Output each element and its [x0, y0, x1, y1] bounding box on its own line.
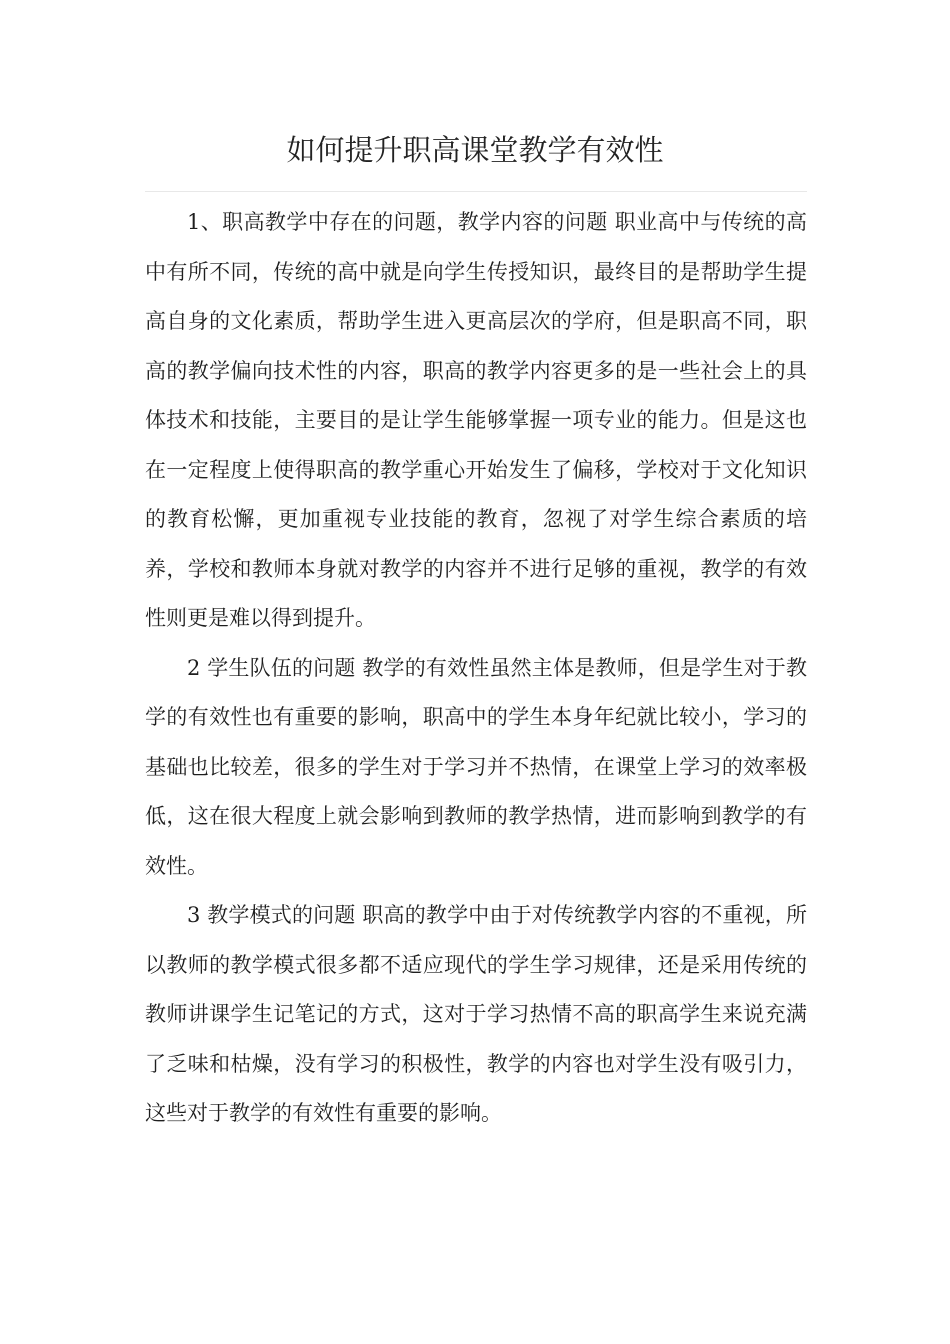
paragraph-1: 1、职高教学中存在的问题，教学内容的问题 职业高中与传统的高中有所不同，传统的高中就是向学生传授知识，最终目的是帮助学生提高自身的文化素质，帮助学生进入更高层次的学府，但是职高不同，职高的教学偏向技术性的内容，职高的教学内容更多的是一些社会上的具体技术和技能，主要目的是让学生能够掌握一项专业的能力。但是这也在一定程度上使得职高的教学重心开始发生了偏移，学校对于文化知识的教育松懈，更加重视专业技能的教育，忽视了对学生综合素质的培养，学校和教师本身就对教学的内容并不进行足够的重视，教学的有效性则更是难以得到提升。 [145, 210, 807, 630]
document-body [145, 198, 807, 1139]
document-title: 如何提升职高课堂教学有效性 [286, 133, 664, 167]
title-divider [145, 191, 807, 192]
paragraph-2: 2 学生队伍的问题 教学的有效性虽然主体是教师，但是学生对于教学的有效性也有重要的影响，职高中的学生本身年纪就比较小，学习的基础也比较差，很多的学生对于学习并不热情，在课堂上学习的效率极低，这在很大程度上就会影响到教师的教学热情，进而影响到教学的有效性。 [145, 655, 807, 878]
paragraph-3: 3 教学模式的问题 职高的教学中由于对传统教学内容的不重视，所以教师的教学模式很多都不适应现代的学生学习规律，还是采用传统的教师讲课学生记笔记的方式，这对于学习热情不高的职高学生来说充满了乏味和枯燥，没有学习的积极性，教学的内容也对学生没有吸引力，这些对于教学的有效性有重要的影响。 [145, 903, 807, 1125]
